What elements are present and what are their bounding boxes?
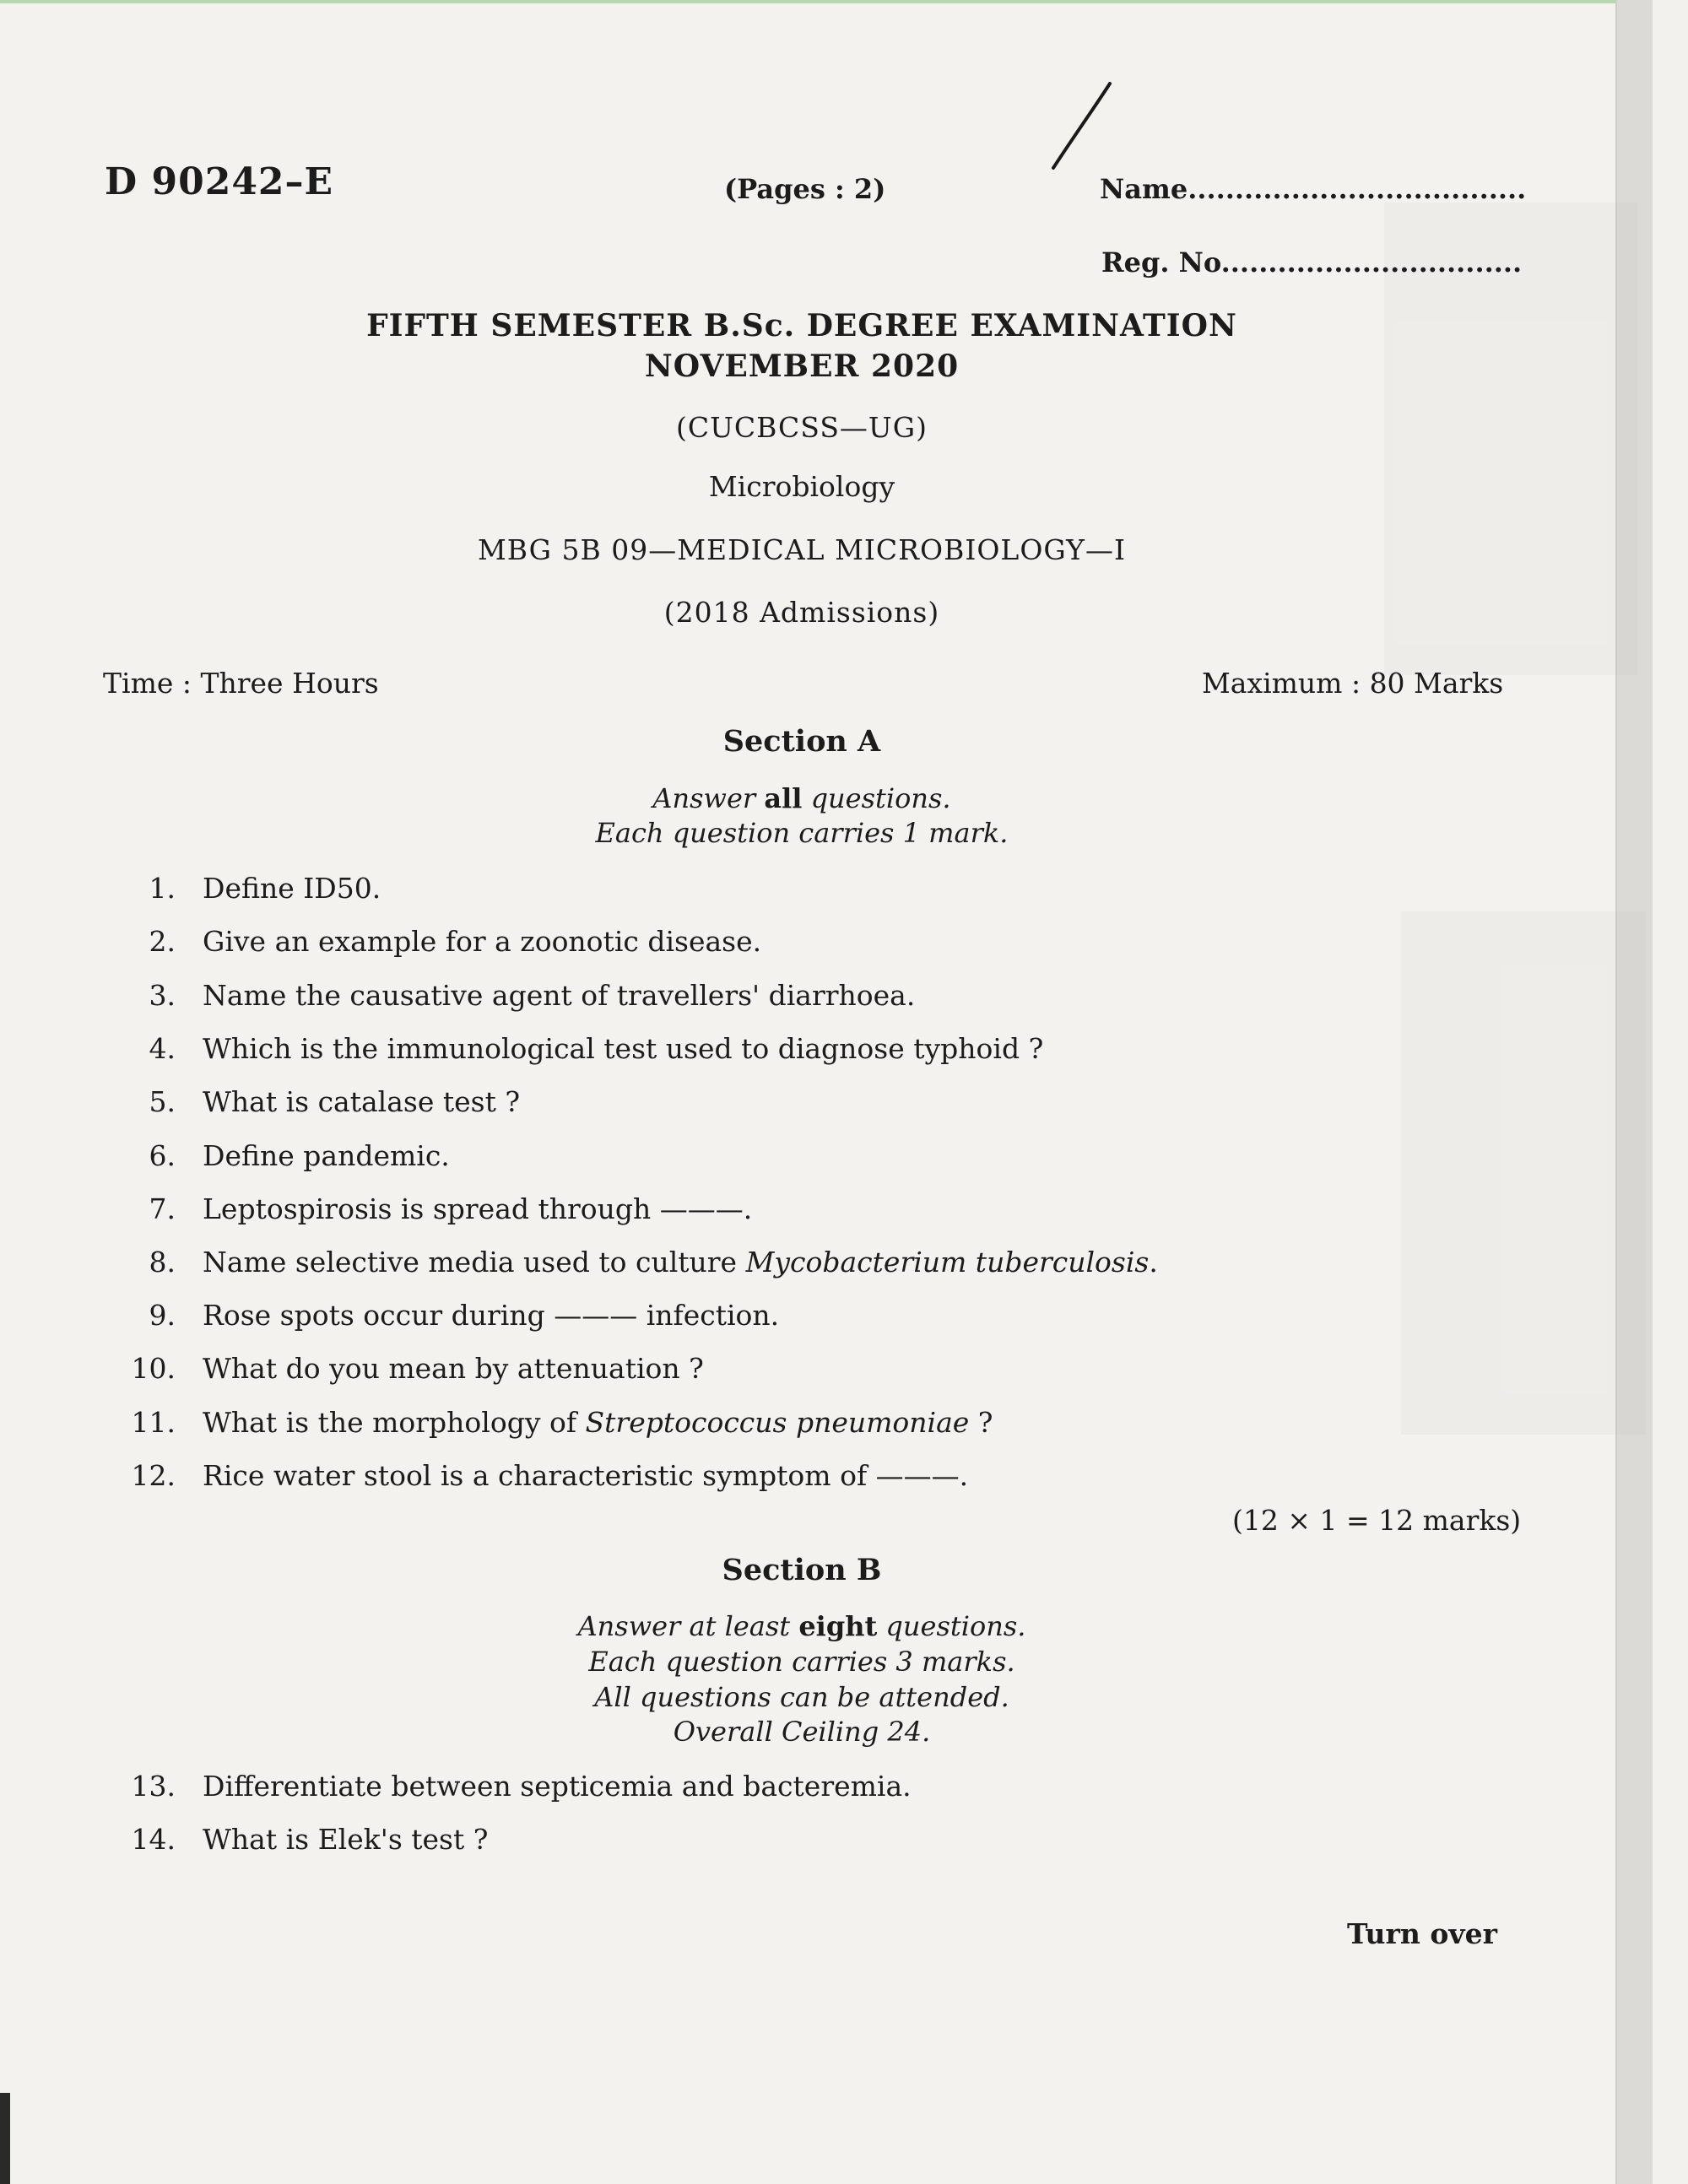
section-a-instruction: Answer all questions. xyxy=(652,782,951,814)
bleed-through-shading xyxy=(1401,911,1646,1435)
course-title: MBG 5B 09—MEDICAL MICROBIOLOGY—I xyxy=(478,533,1126,566)
scan-margin-mark xyxy=(0,2093,10,2184)
section-b-instruction: All questions can be attended. xyxy=(594,1681,1009,1713)
turn-over-note: Turn over xyxy=(1347,1917,1497,1950)
page-count: (Pages : 2) xyxy=(724,173,886,205)
paper-code: D 90242–E xyxy=(105,160,334,203)
section-a-heading: Section A xyxy=(722,724,881,759)
scheme: (CUCBCSS—UG) xyxy=(676,411,928,444)
exam-session: NOVEMBER 2020 xyxy=(644,349,960,384)
top-edge xyxy=(0,0,1653,3)
section-a-instruction: Each question carries 1 mark. xyxy=(595,817,1009,849)
section-b-instruction: Each question carries 3 marks. xyxy=(588,1646,1015,1678)
pen-stroke-mark xyxy=(1047,80,1114,173)
subject: Microbiology xyxy=(708,470,895,503)
exam-page: D 90242–E (Pages : 2) Name.................................... Reg. No................................ FIFTH SEMESTER B.Sc. DEGREE EXAMINATION NOVEMBER 2020 (CUCBCSS—UG) Microbiology MBG 5B 09—MEDICAL MICROBIOLOGY—I (2018 Admissions) Time : Three Hours Maximum : 80 Marks Section A Answer all questions. Each question carries 1 mark. 1. Define ID50. 2. Give an example for a zoonotic disease. 3. Name the causative agent of travellers' diarrhoea. 4. Which is the immunological test used to diagnose typhoid ? 5. What is catalase test ? 6. Define pandemic. 7. Leptospirosis is spread through ———. 8. Name selective media used to culture Mycobacterium tuberculosis. 9. Rose spots occur during ——— infection. 10. What do you mean by attenuation ? 11. What is the morphology of Streptococcus pneumoniae ? 12. Rice water stool is a characteristic symptom of ———. (12 × 1 = 12 marks) Section B Answer at least eight questions. Each question carries 3 marks. All questions can be attended. Overall Ceiling 24. 13. Differentiate between septicemia and bacteremia. 14. What is Elek's test ? Turn over xyxy=(0,0,1653,2184)
time-allowed: Time : Three Hours xyxy=(103,667,379,700)
reg-no-field: Reg. No................................ xyxy=(1101,246,1523,278)
admission-year: (2018 Admissions) xyxy=(663,596,940,629)
exam-title: FIFTH SEMESTER B.Sc. DEGREE EXAMINATION xyxy=(366,308,1237,343)
maximum-marks: Maximum : 80 Marks xyxy=(1202,667,1504,700)
section-b-instruction: Answer at least eight questions. xyxy=(577,1610,1026,1642)
section-b-instruction: Overall Ceiling 24. xyxy=(673,1716,931,1748)
section-b-heading: Section B xyxy=(722,1553,882,1587)
section-a-marks: (12 × 1 = 12 marks) xyxy=(1232,1504,1522,1537)
name-field: Name.................................... xyxy=(1100,173,1527,205)
